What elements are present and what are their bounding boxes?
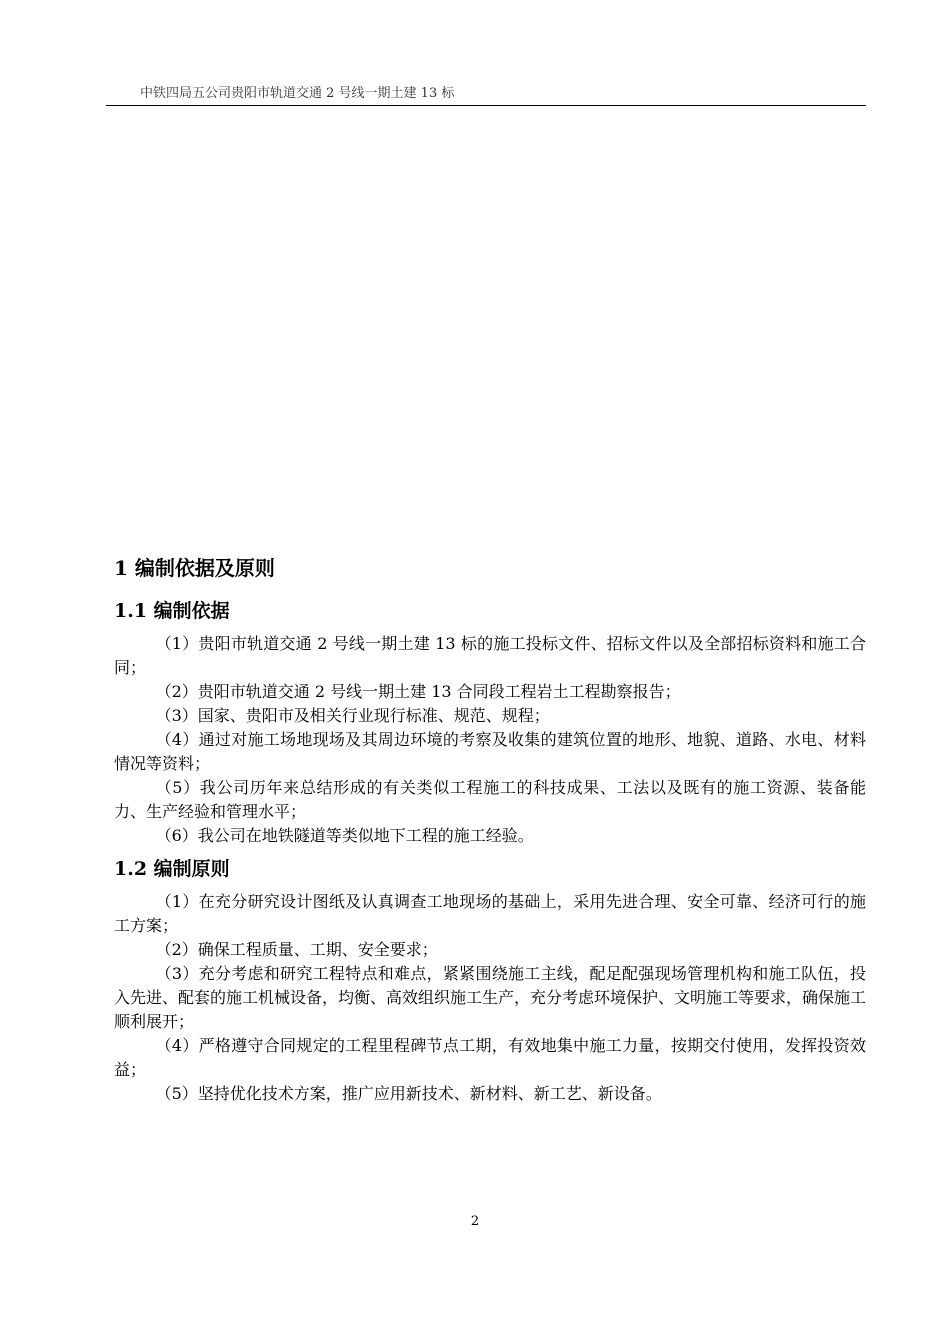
basis-item-5: （5）我公司历年来总结形成的有关类似工程施工的科技成果、工法以及既有的施工资源、装备能力、生产经验和管理水平； (114, 778, 866, 821)
page-number: 2 (470, 1214, 480, 1229)
page-header: 中铁四局五公司贵阳市轨道交通 2 号线一期土建 13 标 (140, 86, 455, 101)
section-heading-1-2: 1.2 编制原则 (114, 858, 230, 880)
principle-item-3: （3）充分考虑和研究工程特点和难点，紧紧围绕施工主线，配足配强现场管理机构和施工队伍，投入先进、配套的施工机械设备，均衡、高效组织施工生产，充分考虑环境保护、文明施工等要求，确保施工顺利展开； (114, 964, 867, 1031)
principle-item-1: （1）在充分研究设计图纸及认真调查工地现场的基础上，采用先进合理、安全可靠、经济可行的施工方案； (114, 892, 866, 935)
basis-item-1: （1）贵阳市轨道交通 2 号线一期土建 13 标的施工投标文件、招标文件以及全部招标资料和施工合同； (114, 634, 866, 677)
basis-item-3: （3）国家、贵阳市及相关行业现行标准、规范、规程； (155, 706, 550, 725)
section-heading-1: 1 编制依据及原则 (114, 556, 275, 580)
section-heading-1-1: 1.1 编制依据 (114, 600, 230, 622)
basis-item-6: （6）我公司在地铁隧道等类似地下工程的施工经验。 (155, 826, 534, 845)
principle-item-5: （5）坚持优化技术方案，推广应用新技术、新材料、新工艺、新设备。 (155, 1084, 662, 1103)
principle-item-2: （2）确保工程质量、工期、安全要求； (155, 940, 438, 959)
principle-item-4: （4）严格遵守合同规定的工程里程碑节点工期，有效地集中施工力量，按期交付使用，发挥投资效益； (114, 1036, 866, 1079)
basis-item-4: （4）通过对施工场地现场及其周边环境的考察及收集的建筑位置的地形、地貌、道路、水电、材料情况等资料； (114, 730, 866, 773)
basis-item-2: （2）贵阳市轨道交通 2 号线一期土建 13 合同段工程岩土工程勘察报告； (155, 682, 681, 701)
document-body (114, 552, 866, 1106)
header-rule (106, 105, 866, 106)
